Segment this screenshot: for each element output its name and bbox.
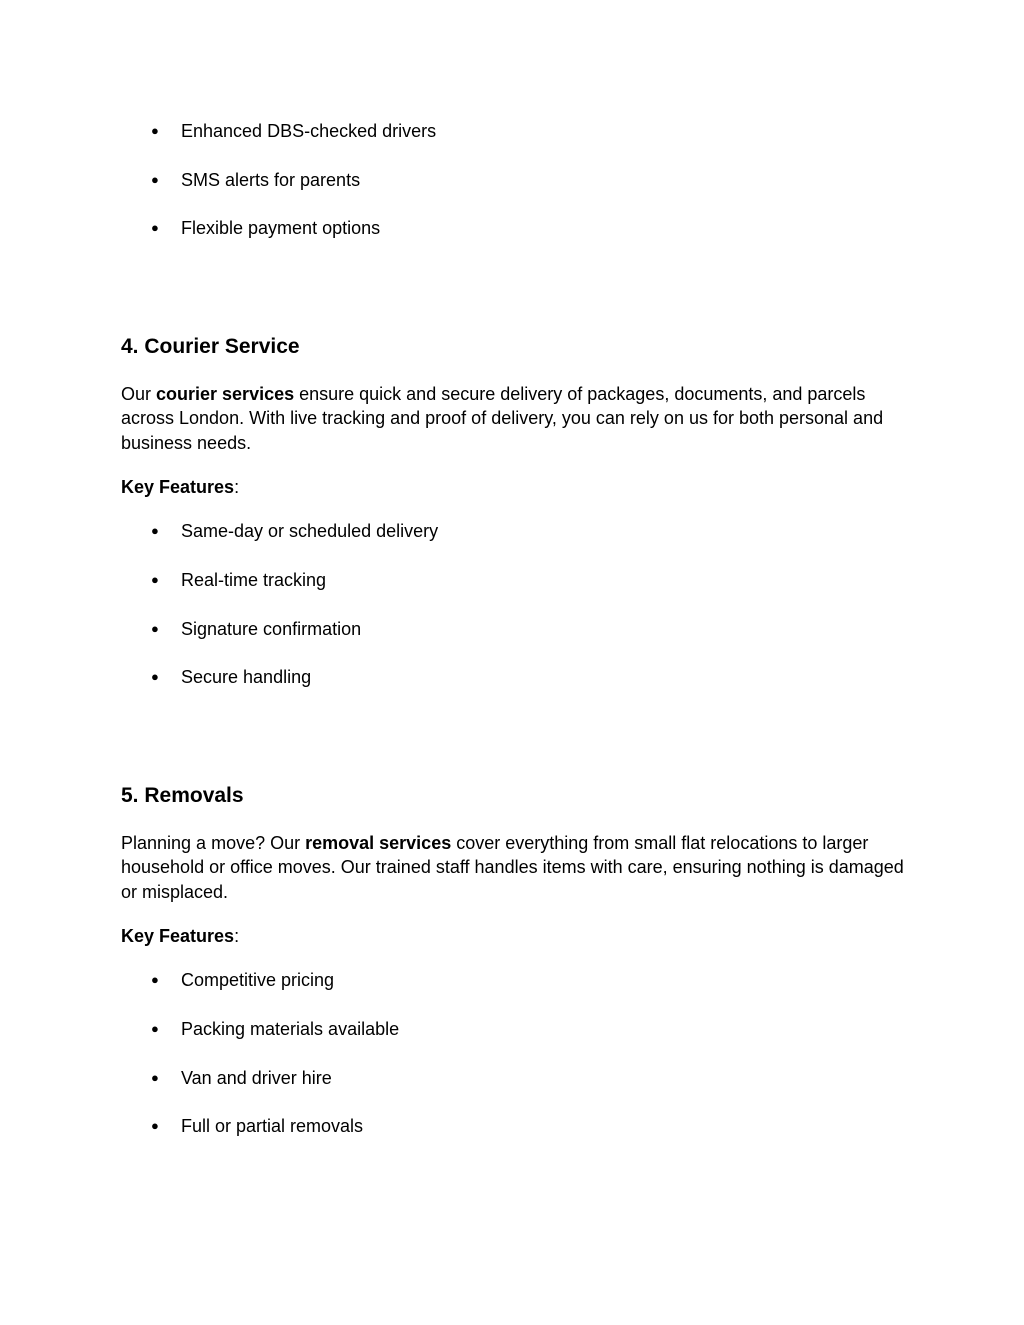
paragraph-bold-text: courier services xyxy=(156,384,295,404)
paragraph-text: Planning a move? Our xyxy=(121,833,306,853)
list-item-text: Packing materials available xyxy=(181,1019,400,1039)
key-features-bold: Key Features xyxy=(121,477,235,497)
key-features-colon: : xyxy=(234,477,240,497)
bullet-icon: ● xyxy=(151,123,159,138)
bullet-icon: ● xyxy=(151,523,159,538)
section-paragraph-removals xyxy=(121,831,921,904)
bullet-icon: ● xyxy=(151,621,159,636)
key-features-colon: : xyxy=(234,926,240,946)
section-paragraph-courier xyxy=(121,382,921,455)
list-item-text: Real-time tracking xyxy=(181,570,327,590)
bullet-icon: ● xyxy=(151,572,159,587)
bullet-icon: ● xyxy=(151,1070,159,1085)
list-item-text: Van and driver hire xyxy=(181,1068,332,1088)
key-features-label xyxy=(121,475,239,499)
key-features-bold: Key Features xyxy=(121,926,235,946)
paragraph-text: cover everything from small flat relocations to larger household or office moves. Our trained staff handles items with care, ensuring nothing is damaged or misplaced. xyxy=(121,833,904,902)
section-heading-removals: 5. Removals xyxy=(121,784,244,807)
bullet-icon: ● xyxy=(151,1118,159,1133)
list-item-text: Enhanced DBS-checked drivers xyxy=(181,121,437,141)
list-item-text: Competitive pricing xyxy=(181,970,335,990)
list-item-text: Secure handling xyxy=(181,667,312,687)
section-heading-courier: 4. Courier Service xyxy=(121,335,300,358)
paragraph-text: Our xyxy=(121,384,157,404)
bullet-icon: ● xyxy=(151,1021,159,1036)
bullet-icon: ● xyxy=(151,220,159,235)
paragraph-bold-text: removal services xyxy=(305,833,452,853)
list-item-text: Full or partial removals xyxy=(181,1116,364,1136)
paragraph-text: ensure quick and secure delivery of packages, documents, and parcels across London. With live tracking and proof of delivery, you can rely on us for both personal and business needs. xyxy=(121,384,884,453)
key-features-label xyxy=(121,924,239,948)
list-item-text: Flexible payment options xyxy=(181,218,381,238)
bullet-icon: ● xyxy=(151,172,159,187)
list-item-text: Signature confirmation xyxy=(181,619,362,639)
list-item-text: Same-day or scheduled delivery xyxy=(181,521,439,541)
list-item-text: SMS alerts for parents xyxy=(181,170,361,190)
bullet-icon: ● xyxy=(151,972,159,987)
bullet-icon: ● xyxy=(151,669,159,684)
